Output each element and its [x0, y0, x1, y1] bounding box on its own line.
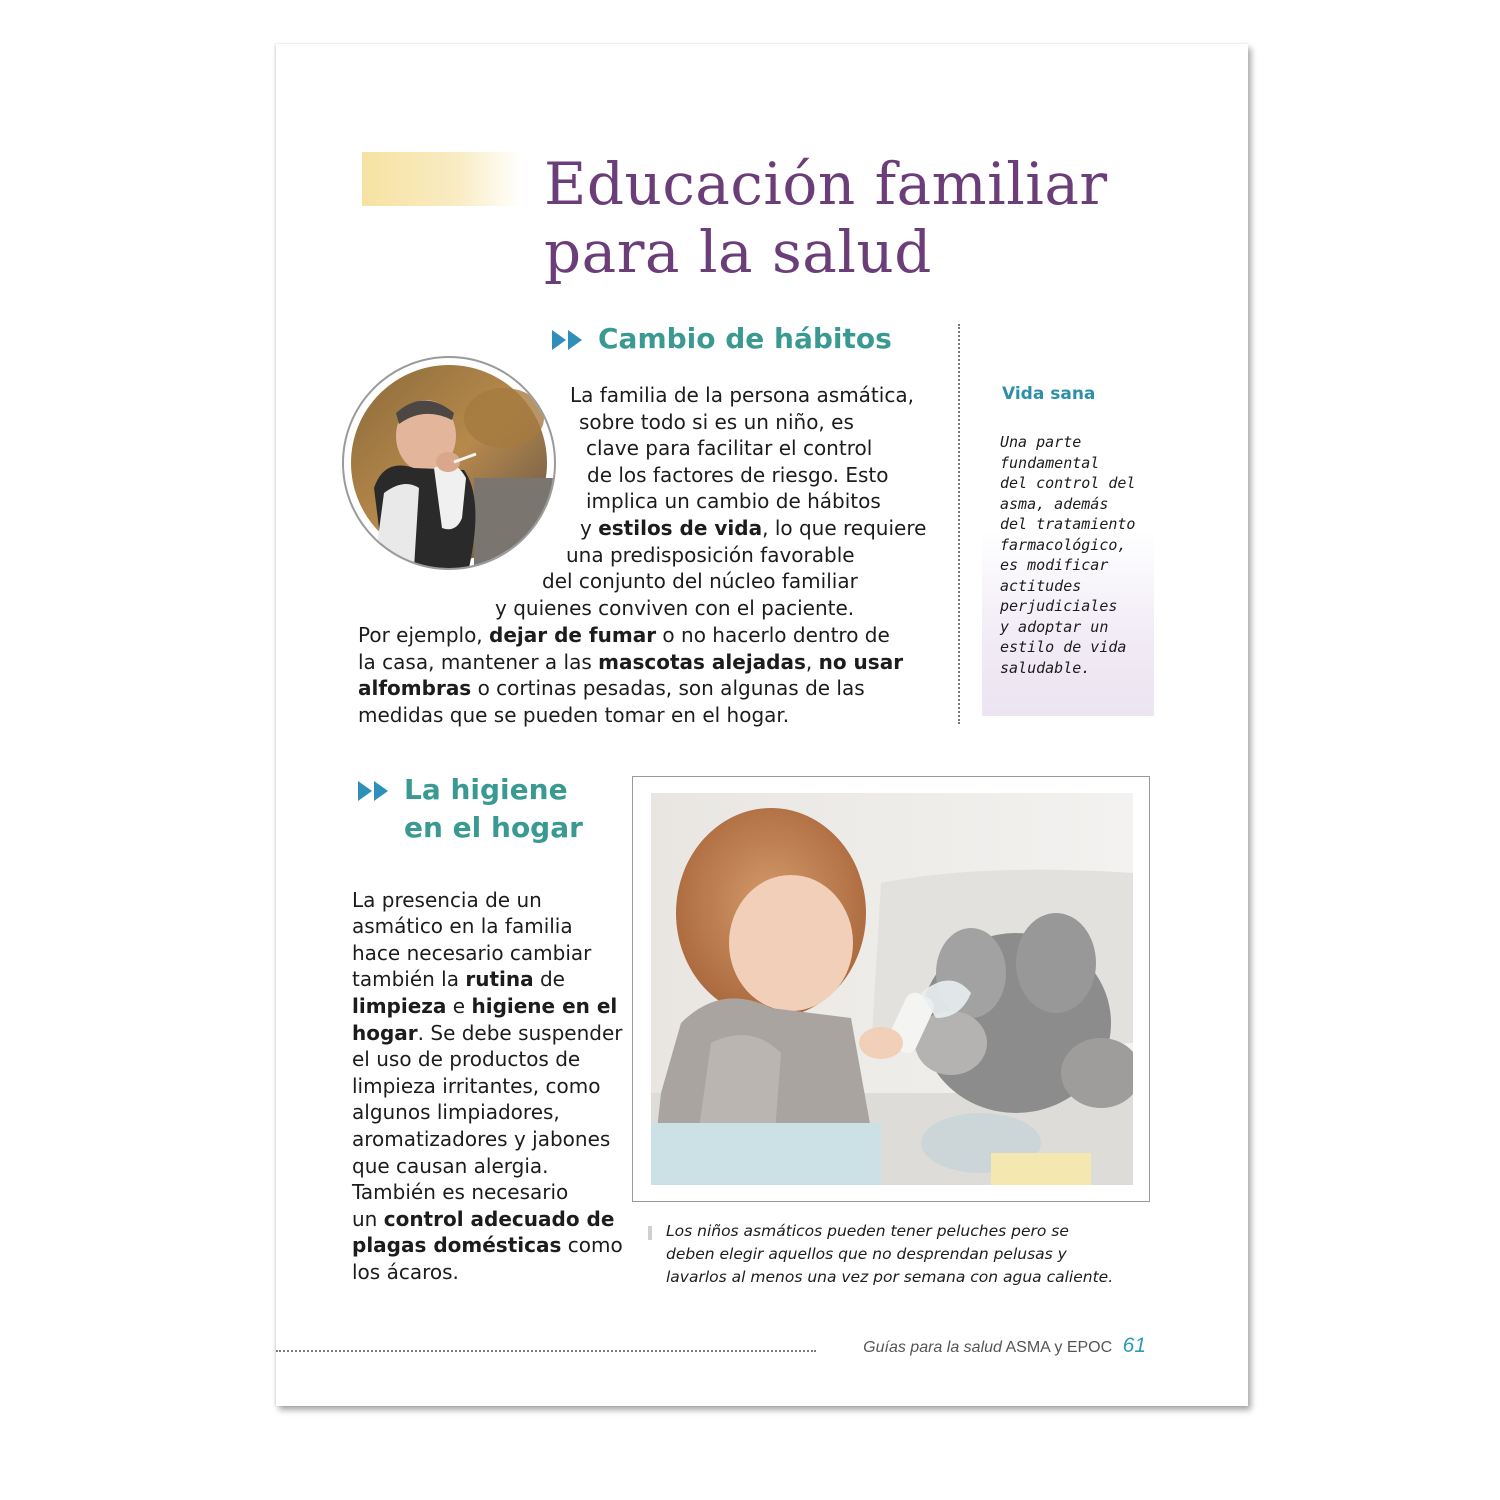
- text-line: y quienes conviven con el paciente.: [495, 595, 855, 620]
- double-arrow-icon: [550, 328, 590, 352]
- text-line: alfombras o cortinas pesadas, son algunas de las: [358, 676, 865, 701]
- sidebar-title: Vida sana: [1002, 384, 1096, 404]
- text-line: la casa, mantener a las mascotas alejadas, no usar: [358, 649, 904, 674]
- page-footer: [863, 1334, 1146, 1358]
- heading-line-2: en el hogar: [404, 811, 583, 844]
- sidebar-text: Una parte fundamental del control del asma, además del tratamiento farmacológico, es modificar actitudes perjudiciales y adoptar un estilo de vida saludable.: [1000, 433, 1136, 677]
- text-line: clave para facilitar el control: [586, 436, 873, 461]
- text-line: y estilos de vida, lo que requiere: [580, 516, 927, 540]
- text-line: de los factores de riesgo. Esto: [587, 462, 889, 487]
- page-title: [544, 150, 1108, 286]
- text-line: implica un cambio de hábitos: [586, 489, 881, 514]
- double-arrow-icon: [356, 779, 396, 803]
- text-line: Por ejemplo, dejar de fumar o no hacerlo dentro de: [358, 623, 890, 647]
- page: [276, 44, 1248, 1406]
- text-line: sobre todo si es un niño, es: [579, 409, 854, 434]
- section-heading-cambio: [550, 320, 892, 358]
- title-accent-bar: [362, 152, 522, 206]
- heading-text: Cambio de hábitos: [598, 322, 892, 355]
- dotted-divider: [958, 324, 960, 724]
- text-line: medidas que se pueden tomar en el hogar.: [358, 702, 790, 727]
- footer-title: ASMA y EPOC: [1005, 1339, 1113, 1356]
- text-line: La familia de la persona asmática,: [570, 383, 914, 407]
- child-nebulizer-photo-frame: [632, 776, 1150, 1202]
- title-line-2: para la salud: [544, 218, 932, 286]
- section-heading-higiene: [356, 771, 583, 847]
- sidebar-box: [982, 380, 1154, 716]
- footer-dotted-line: [276, 1350, 816, 1352]
- child-nebulizer-photo: [651, 793, 1133, 1185]
- text-line: del conjunto del núcleo familiar: [542, 569, 858, 594]
- man-smoking-photo: [342, 356, 556, 570]
- photo-caption: Los niños asmáticos pueden tener peluches pero se deben elegir aquellos que no desprendan pelusas y lavarlos al menos una vez por semana con agua caliente.: [666, 1222, 1114, 1286]
- section-cambio-paragraph-2: [358, 622, 918, 728]
- heading-line-1: La higiene: [404, 773, 568, 806]
- text-line: una predisposición favorable: [566, 542, 855, 567]
- title-line-1: Educación familiar: [544, 150, 1108, 218]
- caption-marker: [648, 1226, 652, 1240]
- footer-series: Guías para la salud: [863, 1339, 1002, 1356]
- page-number: 61: [1122, 1334, 1146, 1357]
- section-higiene-paragraph: La presencia de un asmático en la familia hace necesario cambiar también la rutina de limpieza e higiene en el hogar. Se debe suspender el uso de productos de limpieza irritantes, como algunos limpiadores, aromatizadores y jabones que causan alergia. También es necesario un control adecuado de plagas domésticas como los ácaros.: [352, 887, 623, 1284]
